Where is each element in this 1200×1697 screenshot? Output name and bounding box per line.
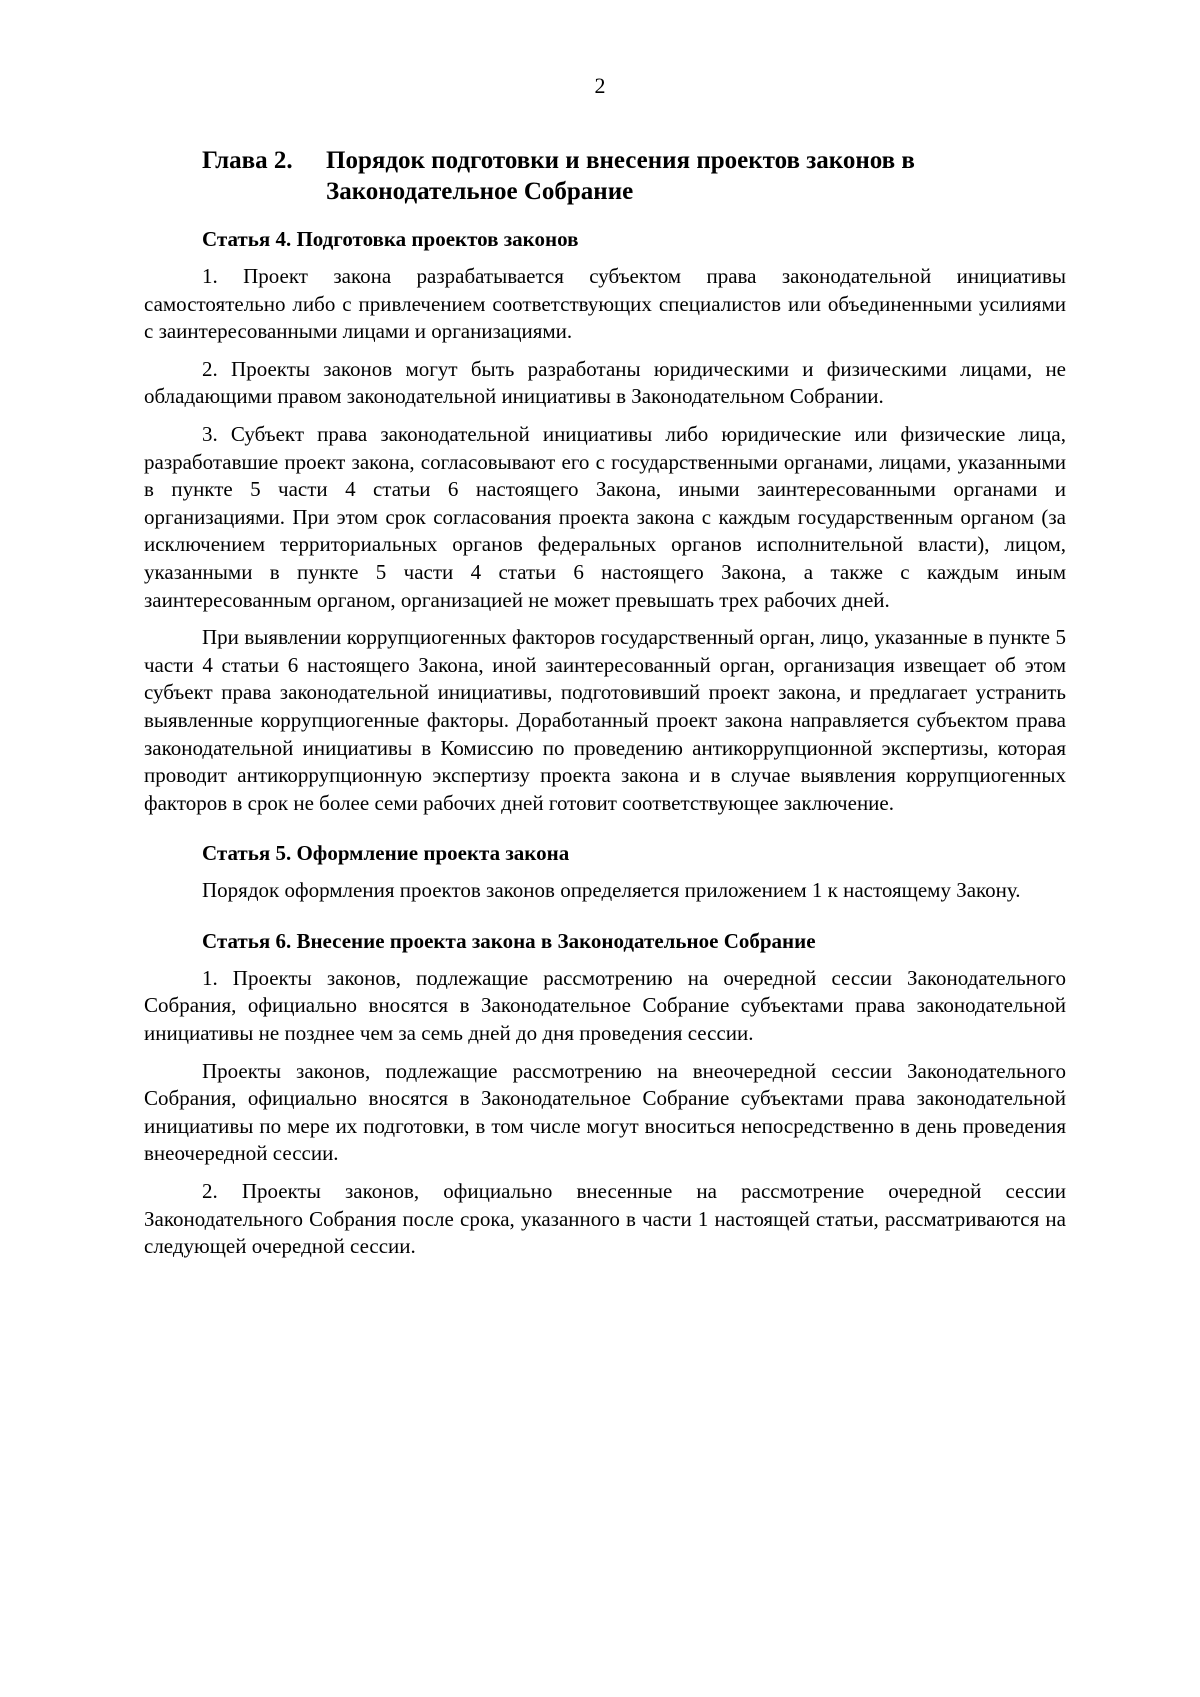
article-4	[144, 226, 1066, 817]
chapter-title: Порядок подготовки и внесения проектов законов в Законодательное Собрание	[326, 147, 915, 205]
article-4-paragraph-1: 1. Проект закона разрабатывается субъектом права законодательной инициативы самостоятельно либо с привлечением соответствующих специалистов или объединенными усилиями с заинтересованными лицами и организациями.	[144, 264, 1066, 344]
article-6	[144, 928, 1066, 1261]
document-body	[144, 145, 1066, 1271]
article-5-paragraph-1: Порядок оформления проектов законов определяется приложением 1 к настоящему Закону.	[202, 878, 1021, 903]
article-4-paragraph-2: 2. Проекты законов могут быть разработаны юридическими и физическими лицами, не обладающими правом законодательной инициативы в Законодательном Собрании.	[144, 356, 1066, 409]
article-6-paragraph-2: Проекты законов, подлежащие рассмотрению на внеочередной сессии Законодательного Собрания, официально вносятся в Законодательное Собрание субъектами права законодательной инициативы по мере их подготовки, в том числе могут вноситься непосредственно в день проведения внеочередной сессии.	[144, 1058, 1066, 1166]
article-6-paragraph-1: 1. Проекты законов, подлежащие рассмотрению на очередной сессии Законодательного Собрания, официально вносятся в Законодательное Собрание субъектами права законодательной инициативы не позднее чем за семь дней до дня проведения сессии.	[144, 965, 1066, 1046]
article-5-heading: Статья 5. Оформление проекта закона	[202, 841, 570, 866]
article-6-heading: Статья 6. Внесение проекта закона в Законодательное Собрание	[202, 928, 816, 953]
article-5	[144, 840, 1066, 905]
page-number: 2	[594, 73, 606, 98]
chapter-number: Глава 2.	[202, 147, 293, 174]
article-6-paragraph-3: 2. Проекты законов, официально внесенные на рассмотрение очередной сессии Законодательного Собрания после срока, указанного в части 1 настоящей статьи, рассматриваются на следующей очередной сессии.	[144, 1179, 1066, 1259]
article-4-heading: Статья 4. Подготовка проектов законов	[202, 227, 579, 251]
article-4-paragraph-4: При выявлении коррупциогенных факторов государственный орган, лицо, указанные в пункте 5 части 4 статьи 6 настоящего Закона, иной заинтересованный орган, организация извещает об этом субъект права законодательной инициативы, подготовивший проект закона, и предлагает устранить выявленные коррупциогенные факторы. Доработанный проект закона направляется субъектом права законодательной инициативы в Комиссию по проведению антикоррупционной экспертизы, которая проводит антикоррупционную экспертизу проекта закона и в случае выявления коррупциогенных факторов в срок не более семи рабочих дней готовит соответствующее заключение.	[144, 625, 1066, 815]
article-4-paragraph-3: 3. Субъект права законодательной инициативы либо юридические или физические лица, разработавшие проект закона, согласовывают его с государственными органами, лицами, указанными в пункте 5 части 4 статьи 6 настоящего Закона, иными заинтересованными органами и организациями. При этом срок согласования проекта закона с каждым государственным органом (за исключением территориальных органов федеральных органов исполнительной власти), лицом, указанными в пункте 5 части 4 статьи 6 настоящего Закона, а также с каждым иным заинтересованным органом, организацией не может превышать трех рабочих дней.	[144, 421, 1066, 612]
chapter-heading	[202, 145, 1066, 207]
